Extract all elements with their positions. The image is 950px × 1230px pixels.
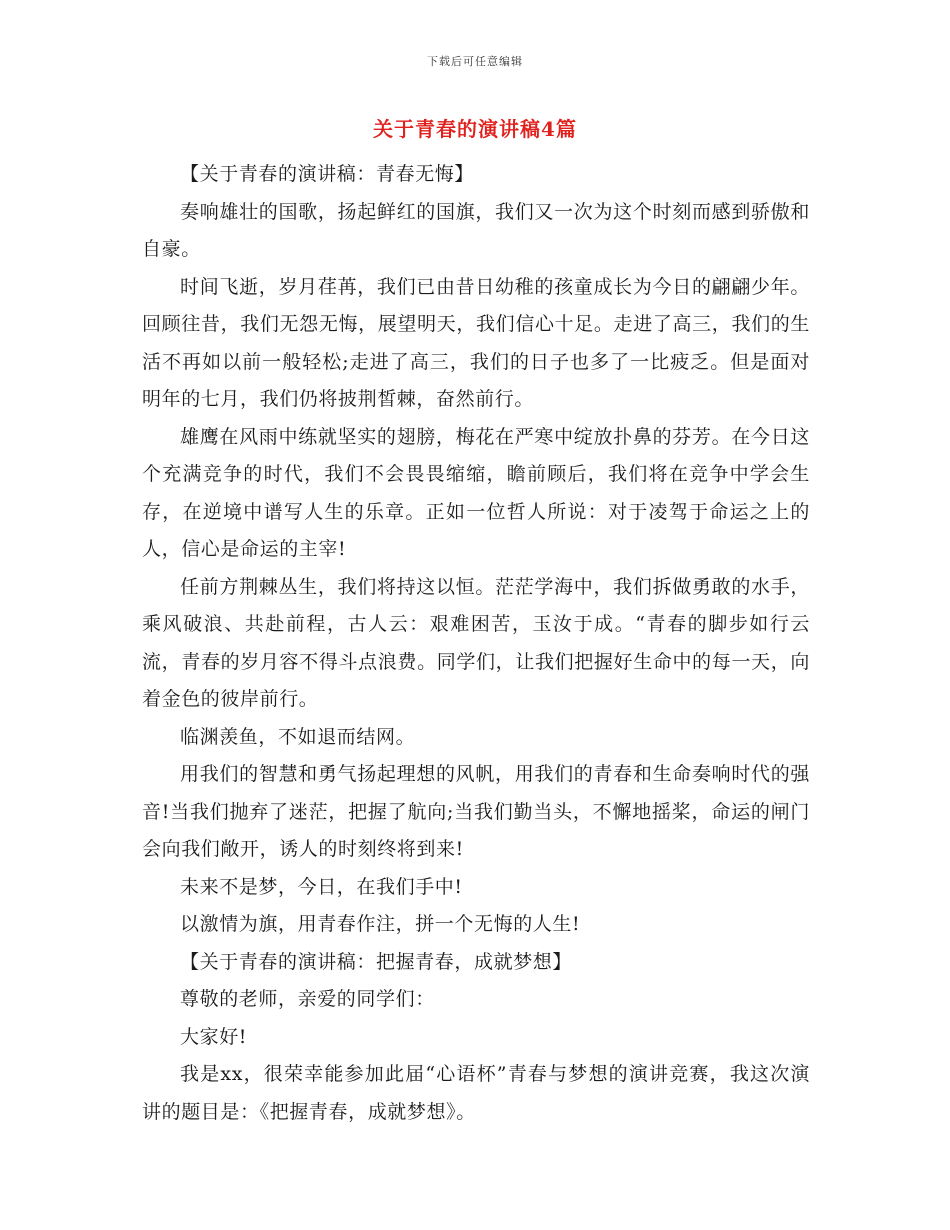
paragraph: 以激情为旗，用青春作注，拼一个无悔的人生!	[180, 913, 581, 935]
paragraph: 奏响雄壮的国歌，扬起鲜红的国旗，我们又一次为这个时刻而感到骄傲和自豪。	[142, 200, 810, 260]
paragraph: 用我们的智慧和勇气扬起理想的风帆，用我们的青春和生命奏响时代的强音!当我们抛弃了迷茫，把握了航向;当我们勤当头，不懈地摇桨，命运的闸门会向我们敞开，诱人的时刻终将到来!	[142, 763, 810, 860]
greeting: 大家好!	[180, 1025, 248, 1048]
paragraph: 时间飞逝，岁月荏苒，我们已由昔日幼稚的孩童成长为今日的翩翩少年。回顾往昔，我们无怨无悔，展望明天，我们信心十足。走进了高三，我们的生活不再如以前一般轻松;走进了高三，我们的日子也多了一比疲乏。但是面对明年的七月，我们仍将披荆皙棘，奋然前行。	[142, 275, 810, 410]
page-header-note: 下载后可任意编辑	[427, 55, 523, 68]
section-heading: 【关于青春的演讲稿：把握青春，成就梦想】	[180, 950, 573, 973]
document-body	[142, 156, 810, 1131]
document-title: 关于青春的演讲稿4篇	[373, 117, 577, 141]
paragraph: 雄鹰在风雨中练就坚实的翅膀，梅花在严寒中绽放扑鼻的芬芳。在今日这个充满竞争的时代，我们不会畏畏缩缩，瞻前顾后，我们将在竞争中学会生存，在逆境中谱写人生的乐章。正如一位哲人所说：对于凌驾于命运之上的人，信心是命运的主宰!	[142, 425, 810, 560]
paragraph: 临渊羡鱼，不如退而结网。	[180, 725, 416, 748]
section-heading: 【关于青春的演讲稿：青春无悔】	[180, 163, 475, 185]
paragraph: 未来不是梦，今日，在我们手中!	[180, 875, 463, 898]
salutation: 尊敬的老师，亲爱的同学们：	[180, 988, 435, 1010]
paragraph: 我是xx，很荣幸能参加此届“心语杯”青春与梦想的演讲竞赛，我这次演讲的题目是：《把握青春，成就梦想》。	[142, 1063, 810, 1123]
paragraph: 任前方荆棘丛生，我们将持这以恒。茫茫学海中，我们拆做勇敢的水手，乘风破浪、共赴前程，古人云：艰难困苦，玉汝于成。“青春的脚步如行云流，青春的岁月容不得斗点浪费。同学们，让我们把握好生命中的每一天，向着金色的彼岸前行。	[142, 575, 810, 710]
